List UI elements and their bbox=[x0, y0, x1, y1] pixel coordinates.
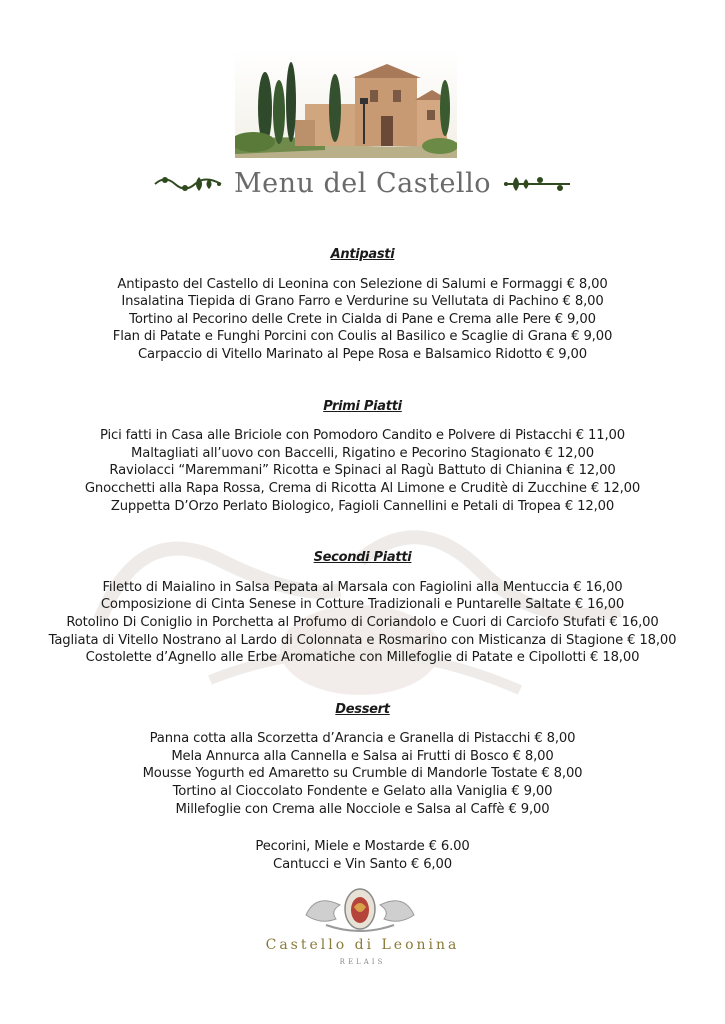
menu-item: Zuppetta D’Orzo Perlato Biologico, Fagioli Cannellini e Petali di Tropea € 12,00 bbox=[110, 498, 615, 514]
extra-item: Cantucci e Vin Santo € 6,00 bbox=[273, 856, 452, 872]
section-title: Antipasti bbox=[330, 247, 395, 262]
menu-item: Composizione di Cinta Senese in Cotture Tradizionali e Puntarelle Saltate € 16,00 bbox=[100, 597, 625, 613]
menu-item: Tortino al Pecorino delle Crete in Cialda di Pane e Crema alle Pere € 9,00 bbox=[129, 311, 596, 327]
menu-item: Raviolacci “Maremmani” Ricotta e Spinaci al Ragù Battuto di Chianina € 12,00 bbox=[109, 463, 616, 479]
crest-logo bbox=[296, 885, 424, 937]
menu-item: Gnocchetti alla Rapa Rossa, Crema di Ricotta Al Limone e Cruditè di Zucchine € 12,00 bbox=[84, 480, 641, 496]
menu-item: Costolette d’Agnello alle Erbe Aromatiche con Millefoglie di Patate e Cipollotti € 18,00 bbox=[85, 650, 640, 666]
menu-item: Mousse Yogurth ed Amaretto su Crumble di Mandorle Tostate € 8,00 bbox=[142, 766, 583, 782]
section-primi-piatti bbox=[0, 398, 725, 516]
section-secondi-piatti bbox=[0, 549, 725, 667]
menu-title: Menu del Castello bbox=[234, 168, 491, 199]
menu-item: Millefoglie con Crema alle Nocciole e Salsa al Caffè € 9,00 bbox=[175, 801, 550, 817]
menu-item: Carpaccio di Vitello Marinato al Pepe Rosa e Balsamico Ridotto € 9,00 bbox=[137, 346, 588, 362]
left-flourish-icon bbox=[153, 171, 223, 197]
section-dessert bbox=[0, 701, 725, 819]
footer-brand-subtitle: RELAIS bbox=[339, 958, 386, 966]
section-title: Secondi Piatti bbox=[313, 550, 412, 566]
section-title: Primi Piatti bbox=[323, 398, 402, 414]
menu-item: Insalatina Tiepida di Grano Farro e Verdurine su Vellutata di Pachino € 8,00 bbox=[121, 294, 604, 310]
menu-title-row bbox=[0, 168, 725, 208]
footer-brand-name: Castello di Leonina bbox=[265, 937, 460, 953]
menu-item: Antipasto del Castello di Leonina con Selezione di Salumi e Formaggi € 8,00 bbox=[117, 276, 608, 292]
menu-item: Mela Annurca alla Cannella e Salsa ai Frutti di Bosco € 8,00 bbox=[171, 748, 554, 764]
section-title: Dessert bbox=[335, 701, 390, 717]
menu-item: Tortino al Cioccolato Fondente e Gelato alla Vaniglia € 9,00 bbox=[172, 784, 553, 800]
menu-item: Maltagliati all’uovo con Baccelli, Rigatino e Pecorino Stagionato € 12,00 bbox=[131, 445, 594, 461]
section-antipasti bbox=[0, 246, 725, 364]
menu-body bbox=[0, 246, 725, 873]
menu-item: Tagliata di Vitello Nostrano al Lardo di Colonnata e Rosmarino con Misticanza di Stagione € 18,00 bbox=[48, 632, 677, 648]
castle-illustration bbox=[235, 50, 457, 158]
menu-item: Flan di Patate e Funghi Porcini con Coulis al Basilico e Scaglie di Grana € 9,00 bbox=[112, 329, 613, 345]
menu-item: Panna cotta alla Scorzetta d’Arancia e Granella di Pistacchi € 8,00 bbox=[149, 731, 576, 747]
menu-item: Pici fatti in Casa alle Briciole con Pomodoro Candito e Polvere di Pistacchi € 11,00 bbox=[99, 428, 626, 444]
extra-item: Pecorini, Miele e Mostarde € 6.00 bbox=[255, 839, 470, 855]
menu-item: Rotolino Di Coniglio in Porchetta al Profumo di Coriandolo e Cuori di Carciofo Stufati € 16,00 bbox=[66, 614, 659, 630]
extras-list bbox=[0, 838, 725, 873]
menu-item: Filetto di Maialino in Salsa Pepata al Marsala con Fagiolini alla Mentuccia € 16,00 bbox=[102, 579, 623, 595]
right-flourish-icon bbox=[502, 171, 572, 197]
